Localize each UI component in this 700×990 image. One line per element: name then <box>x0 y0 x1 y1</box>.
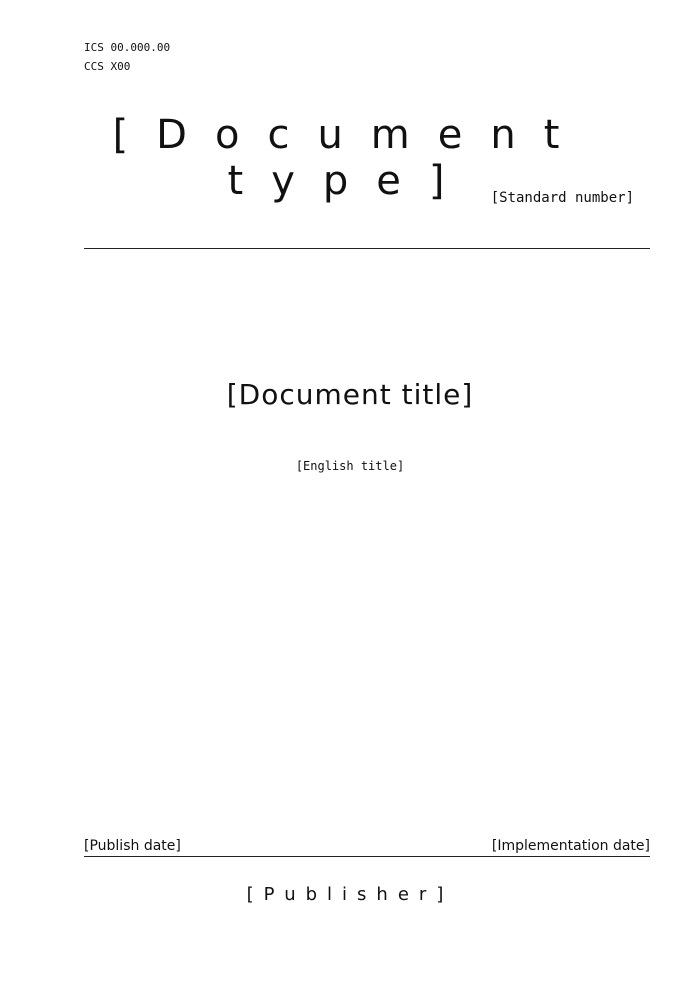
top-divider <box>84 248 650 249</box>
bottom-divider <box>84 856 650 857</box>
main-title: [Document title] <box>226 378 474 411</box>
implementation-date: [Implementation date] <box>491 838 650 854</box>
classification-codes <box>84 38 170 76</box>
publisher: [Publisher] <box>246 884 454 905</box>
standard-number: [Standard number] <box>490 190 634 206</box>
publish-date: [Publish date] <box>84 838 181 854</box>
document-type-title: [Document type] <box>112 112 588 204</box>
ccs-code: CCS X00 <box>84 60 131 73</box>
english-title: [English title] <box>295 459 405 473</box>
ics-code: ICS 00.000.00 <box>84 41 171 54</box>
